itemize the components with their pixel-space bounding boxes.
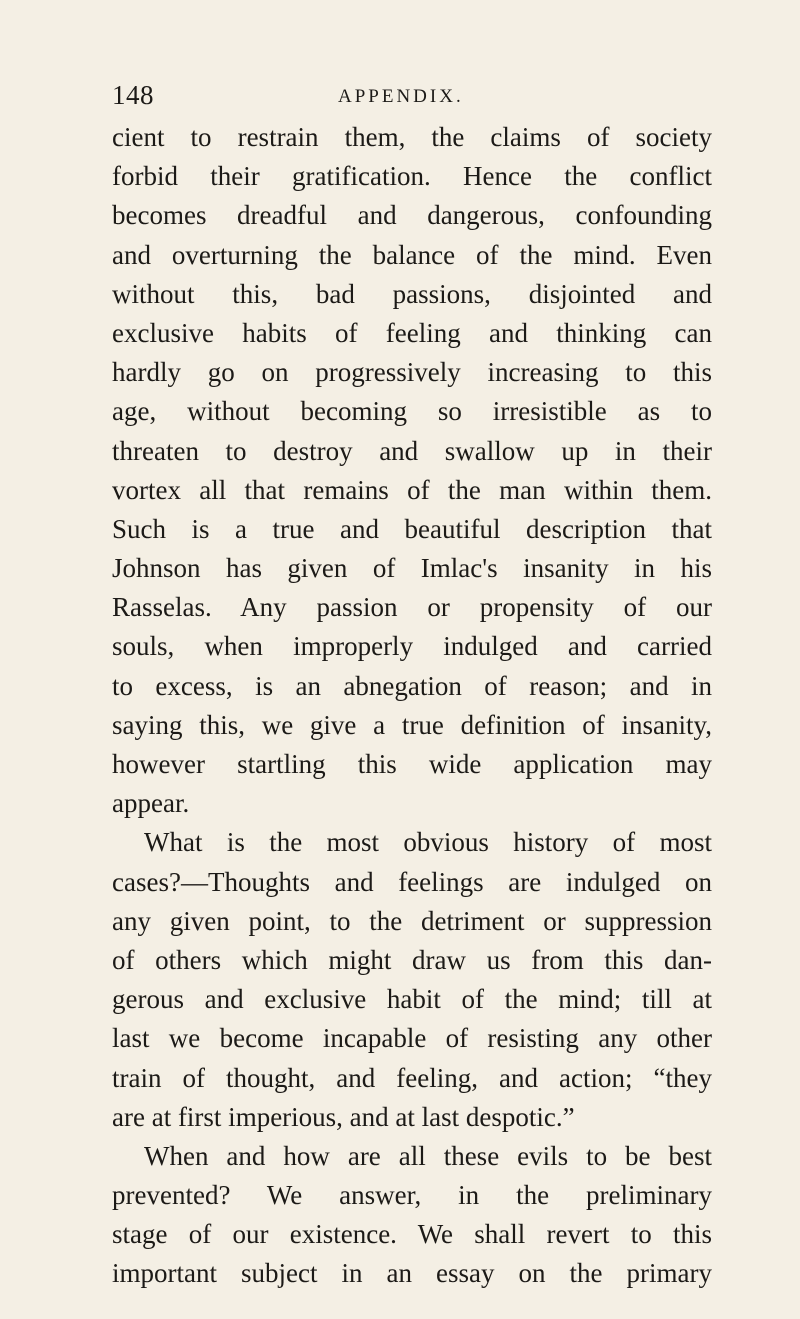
text-line: exclusive habits of feeling and thinking can [112, 317, 712, 348]
text-line: threaten to destroy and swallow up in their [112, 435, 712, 466]
text-line: Johnson has given of Imlac's insanity in his [112, 553, 712, 584]
text-line: Such is a true and beautiful description that [112, 513, 712, 544]
text-line: gerous and exclusive habit of the mind; till at [112, 984, 712, 1015]
text-line: When and how are all these evils to be best [144, 1140, 712, 1171]
page-header [0, 78, 800, 112]
text-line: forbid their gratification. Hence the conflict [112, 161, 712, 192]
text-line: cases?—Thoughts and feelings are indulged on [112, 866, 712, 897]
text-line: appear. [112, 788, 190, 819]
text-line: any given point, to the detriment or suppression [112, 905, 712, 936]
text-line: becomes dreadful and dangerous, confounding [112, 200, 712, 231]
text-line: Rasselas. Any passion or propensity of our [112, 592, 712, 623]
text-line: What is the most obvious history of most [144, 827, 712, 858]
text-line: age, without becoming so irresistible as to [112, 396, 712, 427]
text-line: without this, bad passions, disjointed and [112, 278, 712, 309]
body-text [112, 118, 712, 1294]
text-line: however startling this wide application may [112, 749, 712, 779]
text-line: to excess, is an abnegation of reason; and in [112, 670, 712, 701]
text-line: souls, when improperly indulged and carried [112, 631, 712, 662]
page-number: 148 [112, 80, 154, 110]
text-line: saying this, we give a true definition of insanity, [112, 709, 712, 740]
text-line: train of thought, and feeling, and action; “they [112, 1062, 712, 1093]
text-line: last we become incapable of resisting any other [112, 1023, 712, 1054]
text-line: and overturning the balance of the mind. Even [112, 239, 712, 270]
text-line: of others which might draw us from this dan- [112, 944, 712, 975]
text-line: important subject in an essay on the primary [112, 1258, 712, 1289]
text-line: stage of our existence. We shall revert to this [112, 1219, 712, 1250]
running-head: APPENDIX. [338, 86, 464, 107]
text-line: cient to restrain them, the claims of society [112, 122, 712, 152]
text-line: are at first imperious, and at last despotic.” [112, 1101, 575, 1132]
text-line: vortex all that remains of the man within them. [112, 474, 712, 505]
text-line: hardly go on progressively increasing to this [112, 357, 712, 388]
text-line: prevented? We answer, in the preliminary [112, 1180, 712, 1211]
